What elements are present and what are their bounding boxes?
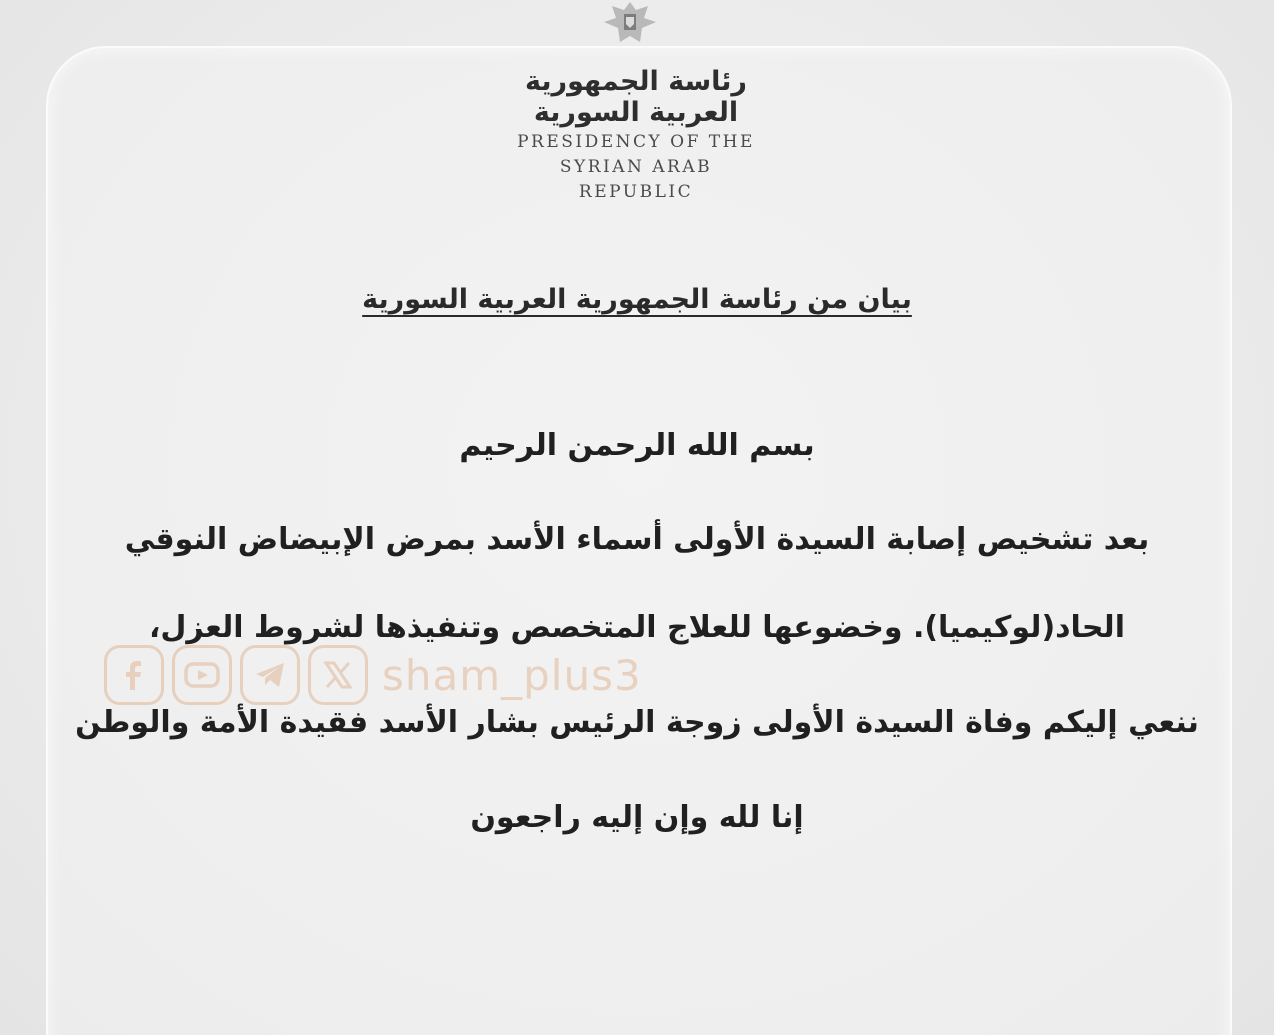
facebook-icon (104, 645, 164, 705)
x-icon (308, 645, 368, 705)
watermark-handle: sham_plus3 (382, 650, 642, 700)
statement-title-text: بيان من رئاسة الجمهورية العربية السورية (362, 284, 912, 315)
statement-line-1: بعد تشخيص إصابة السيدة الأولى أسماء الأسد بمرض الإبيضاض النوقي (124, 522, 1150, 557)
eagle-emblem-icon (590, 0, 670, 46)
watermark (104, 642, 642, 708)
statement-line-3: ننعي إليكم وفاة السيدة الأولى زوجة الرئيس بشار الأسد فقيدة الأمة والوطن (75, 705, 1199, 740)
statement-closing: إنا لله وإن إليه راجعون (470, 800, 804, 835)
presidency-english-title (500, 130, 772, 205)
presidency-arabic-title: رئاسة الجمهورية العربية السورية (525, 66, 747, 128)
telegram-icon (240, 645, 300, 705)
presidency-english-line-2: SYRIAN ARAB REPUBLIC (559, 157, 713, 202)
youtube-icon (172, 645, 232, 705)
basmala: بسم الله الرحمن الرحيم (459, 428, 815, 463)
statement-title (330, 284, 944, 315)
presidency-english-line-1: PRESIDENCY OF THE (517, 132, 755, 152)
statement-line-2: الحاد(لوكيميا). وخضوعها للعلاج المتخصص وتنفيذها لشروط العزل، (149, 610, 1125, 645)
